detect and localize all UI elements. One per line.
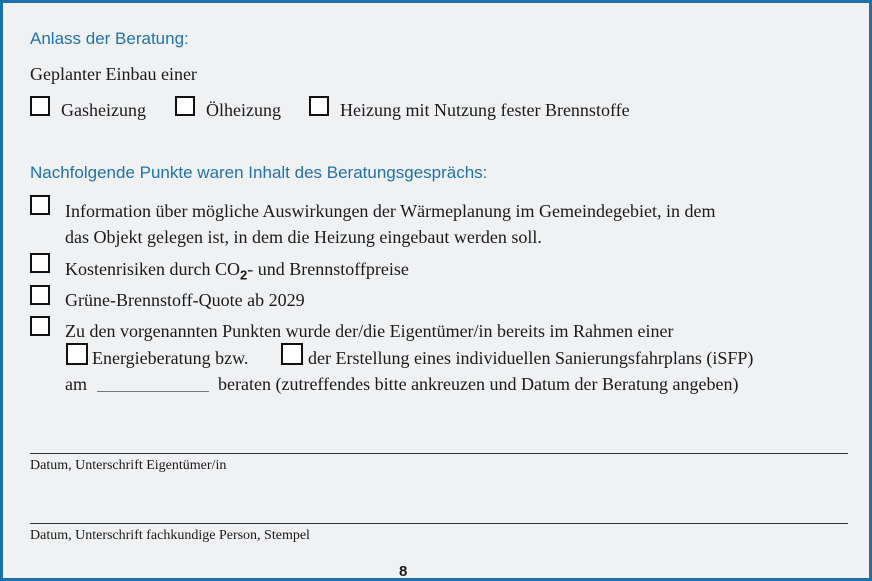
checkbox-kostenrisiken[interactable] (30, 253, 50, 273)
label-feste-brennstoffe: Heizung mit Nutzung fester Brennstoffe (340, 100, 630, 120)
section-heading-anlass: Anlass der Beratung: (30, 29, 189, 48)
co2-subscript: 2 (239, 267, 248, 283)
item-kostenrisiken (65, 259, 409, 283)
label-energieberatung: Energieberatung bzw. (92, 348, 249, 368)
label-isfp: der Erstellung eines individuellen Sanierungsfahrplans (iSFP) (308, 348, 754, 368)
item-brennstoff-quote: Grüne-Brennstoff-Quote ab 2029 (65, 290, 305, 310)
kostenrisiken-text: Kostenrisiken durch CO (65, 259, 240, 279)
checkbox-brennstoff-quote[interactable] (30, 285, 50, 305)
item-vorherige-beratung-tail: beraten (zutreffendes bitte ankreuzen und Datum der Beratung angeben) (218, 374, 739, 394)
signature-line-expert[interactable] (30, 523, 848, 524)
checkbox-oelheizung[interactable] (175, 96, 195, 116)
signature-line-owner[interactable] (30, 453, 848, 454)
intro-text: Geplanter Einbau einer (30, 64, 197, 84)
label-oelheizung: Ölheizung (206, 100, 281, 120)
checkbox-vorherige-beratung[interactable] (30, 316, 50, 336)
item-waermeplanung-line2: das Objekt gelegen ist, in dem die Heizung eingebaut werden soll. (65, 227, 542, 247)
caption-owner-signature: Datum, Unterschrift Eigentümer/in (30, 458, 227, 473)
label-gasheizung: Gasheizung (61, 100, 146, 120)
page-number: 8 (399, 563, 408, 580)
date-input-line[interactable] (97, 391, 209, 392)
section-heading-inhalt: Nachfolgende Punkte waren Inhalt des Beratungsgesprächs: (30, 163, 488, 182)
label-am: am (65, 374, 87, 394)
checkbox-energieberatung[interactable] (66, 343, 88, 365)
checkbox-feste-brennstoffe[interactable] (309, 96, 329, 116)
checkbox-isfp[interactable] (281, 343, 303, 365)
checkbox-waermeplanung[interactable] (30, 195, 50, 215)
kostenrisiken-text-end: - und Brennstoffpreise (247, 259, 409, 279)
checkbox-gasheizung[interactable] (30, 96, 50, 116)
caption-expert-signature: Datum, Unterschrift fachkundige Person, Stempel (30, 528, 310, 543)
item-vorherige-beratung-line1: Zu den vorgenannten Punkten wurde der/die Eigentümer/in bereits im Rahmen einer (65, 321, 674, 341)
item-waermeplanung-line1: Information über mögliche Auswirkungen der Wärmeplanung im Gemeindegebiet, in dem (65, 201, 716, 221)
